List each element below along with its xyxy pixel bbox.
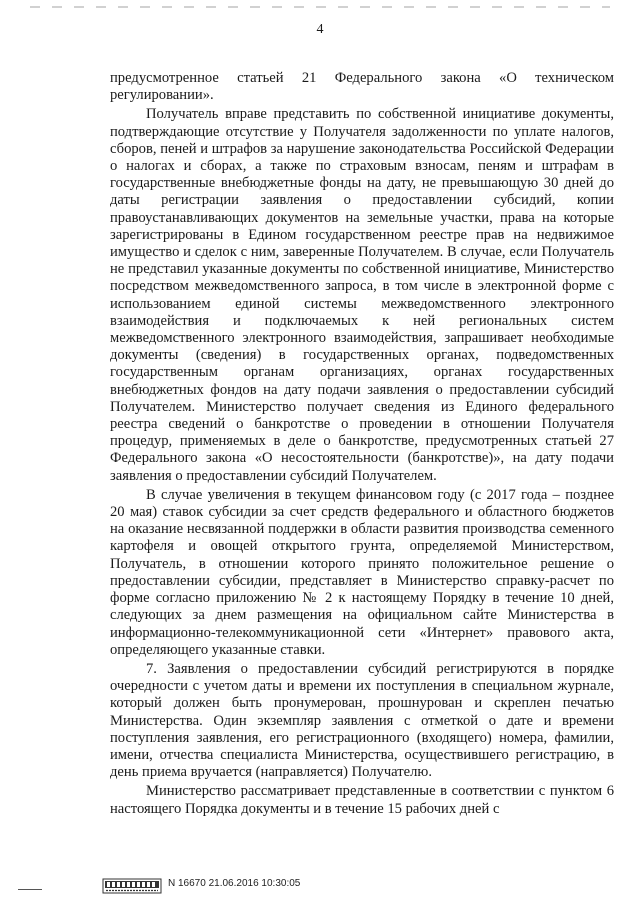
footer-rule (18, 889, 42, 890)
footer-registration-text: N 16670 21.06.2016 10:30:05 (168, 878, 301, 889)
paragraph-recipient-documents: Получатель вправе представить по собственной инициативе документы, подтверждающие отсутствие у Получателя задолженности по уплате налогов, сборов, пеней и штрафов за нарушение законодательства Российской Федерации о налогах и сборах, а также по страховым взносам, пеням и штрафам в государственные внебюджетные фонды на дату, не превышающую 30 дней до даты регистрации заявления о предоставлении субсидий, копии правоустанавливающих документов на земельные участки, права на которые зарегистрированы в Едином государственном реестре прав на недвижимое имущество и сделок с ним, заверенные Получателем. В случае, если Получатель не представил указанные документы по собственной инициативе, Министерство посредством межведомственного запроса, в том числе в электронной форме с использованием единой системы межведомственного электронного взаимодействия и подключаемых к ней региональных систем межведомственного электронного взаимодействия, запрашивает необходимые документы (сведения) в государственных органах, подведомственных государственным органам организациях, органах государственных внебюджетных фондов на дату подачи заявления о предоставлении субсидий Получателем. Министерство получает сведения из Единого федерального реестра сведений о банкротстве о проведении в отношении Получателя процедур, применяемых в деле о банкротстве, предусмотренных статьей 27 Федерального закона «О несостоятельности (банкротстве)», на дату подачи заявления о предоставлении субсидий Получателем. (110, 106, 614, 484)
scan-artifact-line (30, 6, 610, 8)
document-body (110, 70, 614, 820)
registration-stamp-icon (102, 878, 162, 894)
paragraph-ministry-review: Министерство рассматривает представленные в соответствии с пунктом 6 настоящего Порядка документы и в течение 15 рабочих дней с (110, 783, 614, 817)
paragraph-7-registration: 7. Заявления о предоставлении субсидий регистрируются в порядке очередности с учетом даты и времени их поступления в специальном журнале, который должен быть пронумерован, прошнурован и скреплен печатью Министерства. Один экземпляр заявления с отметкой о дате и времени поступления заявления, его регистрационного (входящего) номера, фамилии, имени, отчества специалиста Министерства, осуществившего регистрацию, в день приема вручается (направляется) Получателю. (110, 660, 614, 781)
page-footer (18, 876, 338, 896)
paragraph-subsidy-increase: В случае увеличения в текущем финансовом году (с 2017 года – позднее 20 мая) ставок субсидии за счет средств федерального и областного бюджетов на оказание несвязанной поддержки в области развития производства семенного картофеля и овощей открытого грунта, определяемой Министерством, Получатель, в отношении которого принято положительное решение о предоставлении субсидии, представляет в Министерство справку-расчет по форме согласно приложению № 2 к настоящему Порядку в течение 10 дней, следующих за днем размещения на официальном сайте Министерства в информационно-телекоммуникационной сети «Интернет» правового акта, определяющего указанные ставки. (110, 486, 614, 658)
paragraph-continuation: предусмотренное статьей 21 Федерального закона «О техническом регулировании». (110, 70, 614, 104)
page-number: 4 (316, 22, 324, 37)
